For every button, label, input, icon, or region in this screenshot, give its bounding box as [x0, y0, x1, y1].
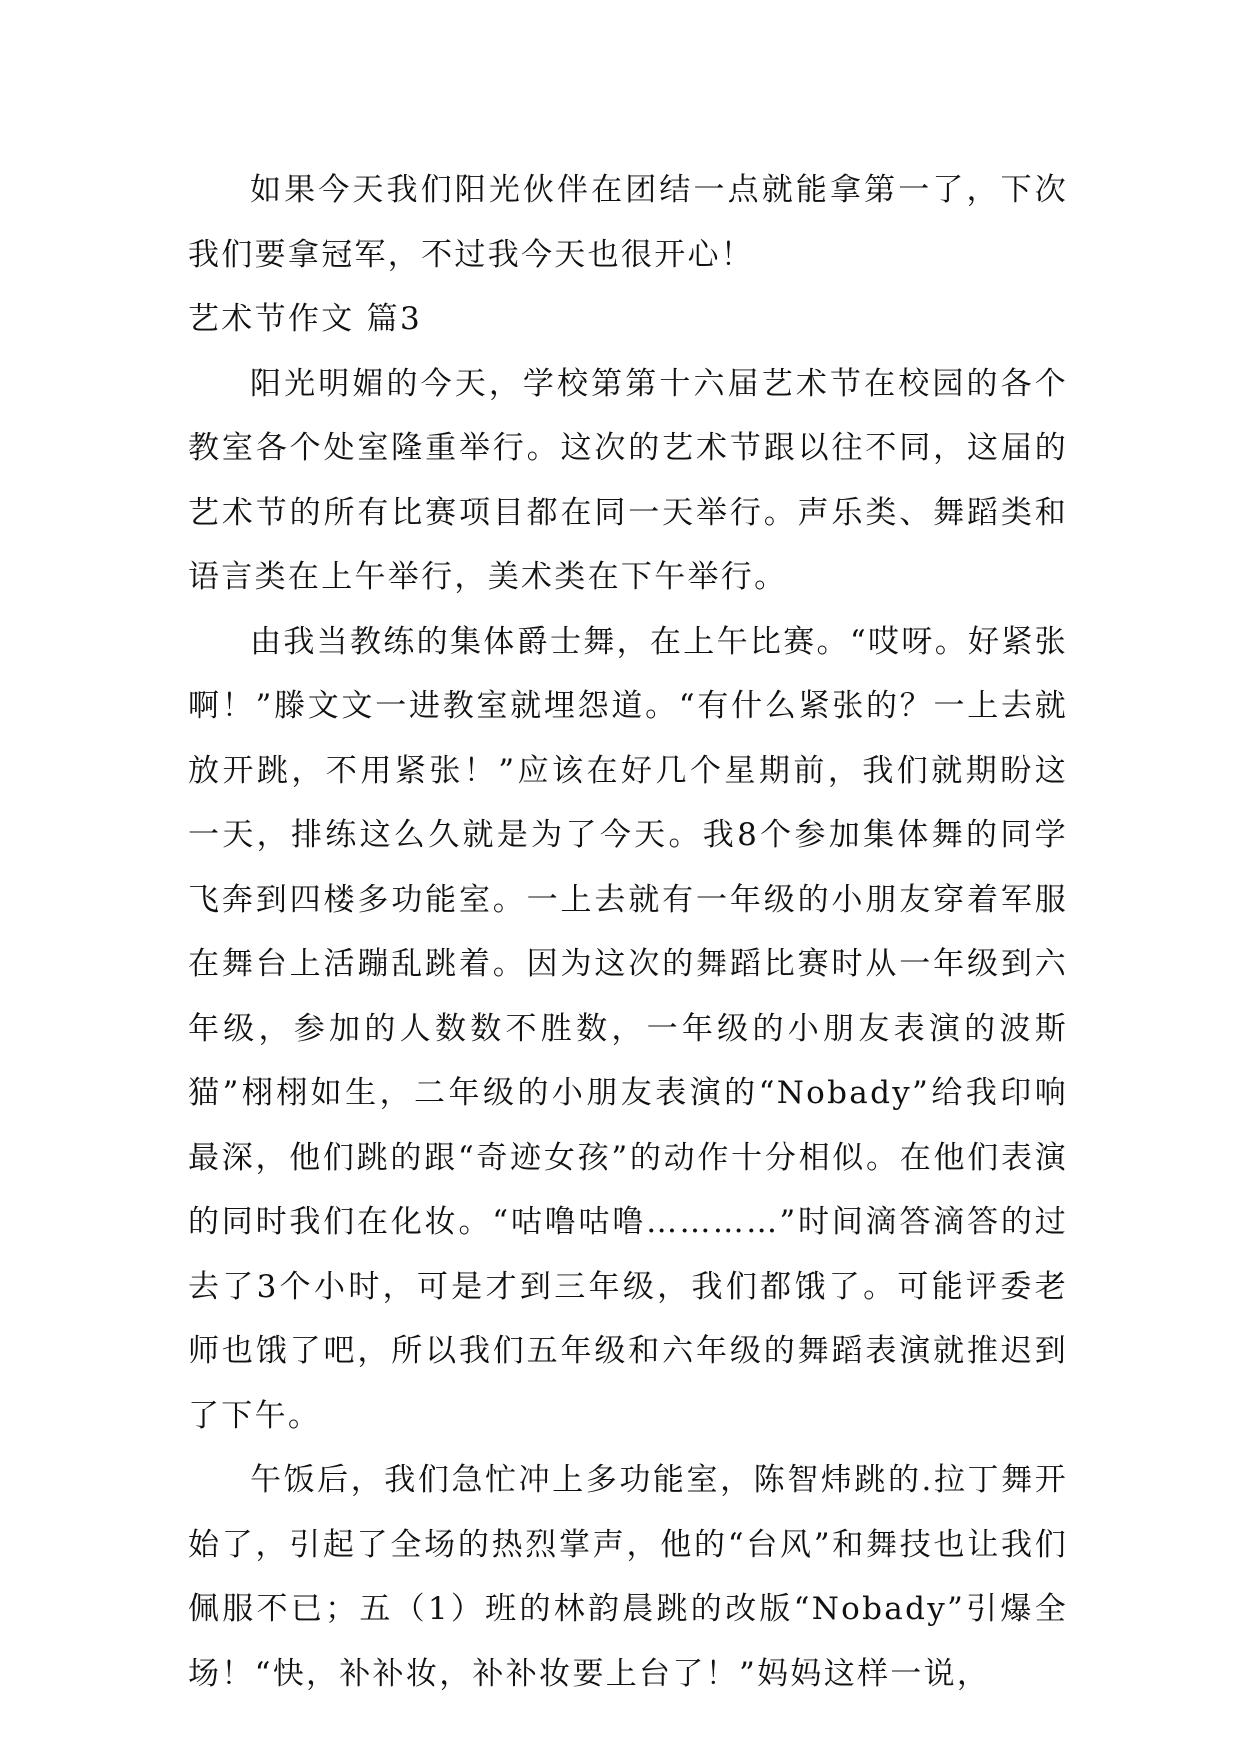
paragraph-1: 如果今天我们阳光伙伴在团结一点就能拿第一了，下次我们要拿冠军，不过我今天也很开心！: [188, 172, 1068, 273]
paragraph-4: 午饭后，我们急忙冲上多功能室，陈智炜跳的.拉丁舞开始了，引起了全场的热烈掌声，他的“台风”和舞技也让我们佩服不已；五（1）班的林韵晨跳的改版“Nobady”引爆全场！“快，补补妆，补补妆要上台了！”妈妈这样一说，: [188, 1462, 1068, 1692]
paragraph-2: 阳光明媚的今天，学校第第十六届艺术节在校园的各个教室各个处室隆重举行。这次的艺术节跟以往不同，这届的艺术节的所有比赛项目都在同一天举行。声乐类、舞蹈类和语言类在上午举行，美术类在下午举行。: [188, 365, 1068, 595]
document-page: [188, 158, 1068, 1706]
paragraph-3: 由我当教练的集体爵士舞，在上午比赛。“哎呀。好紧张啊！”滕文文一进教室就埋怨道。“有什么紧张的？一上去就放开跳，不用紧张！”应该在好几个星期前，我们就期盼这一天，排练这么久就是为了今天。我8个参加集体舞的同学飞奔到四楼多功能室。一上去就有一年级的小朋友穿着军服在舞台上活蹦乱跳着。因为这次的舞蹈比赛时从一年级到六年级，参加的人数数不胜数，一年级的小朋友表演的波斯猫”栩栩如生，二年级的小朋友表演的“Nobady”给我印响最深，他们跳的跟“奇迹女孩”的动作十分相似。在他们表演的同时我们在化妆。“咕噜咕噜…………”时间滴答滴答的过去了3个小时，可是才到三年级，我们都饿了。可能评委老师也饿了吧，所以我们五年级和六年级的舞蹈表演就推迟到了下午。: [188, 623, 1068, 1434]
section-heading: 艺术节作文 篇3: [188, 301, 422, 337]
